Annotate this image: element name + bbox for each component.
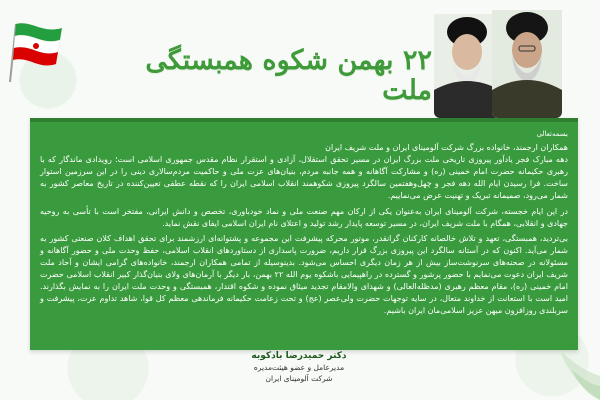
headline (112, 44, 432, 108)
signature-block (236, 350, 362, 396)
message-body (40, 128, 568, 344)
bismillah: بسمه‌تعالی (536, 130, 568, 138)
company-name: شرکت آلومینای ایران (265, 374, 333, 383)
leader-portrait (492, 10, 562, 118)
message-paragraph: در این ایام خجسته، شرکت آلومینای ایران به‌عنوان یکی از ارکان مهم صنعت ملی و نماد خودباوری، تخصص و دانش ایرانی، مفتخر است با تأسی به روحیه جهادی و انقلابی، همگام با ملت شریف ایران، در مسیر توسعه پایدار رشد تولید و اعتلای نام ایران اسلامی ایفای نقش نماید. (40, 206, 568, 228)
message-paragraph: بی‌تردید، همبستگی، تعهد و تلاش خالصانه کارکنان گرانقدر، موتور محرکه پیشرفت این مجموعه و پشتوانه‌ای ارزشمند برای تحقق اهداف کلان صنعتی کشور به شمار می‌آید. اکنون که در آستانه سالگرد این پیروزی بزرگ قرار داریم، ضرورت پاسداری از دستاوردهای انقلاب اسلامی، حفظ وحدت ملی و حضور آگاهانه و مسئولانه در صحنه‌های سرنوشت‌ساز بیش از هر زمان دیگری احساس می‌شود. بدینوسیله از تمامی همکاران ارجمند، خانواده‌های گرامی ایشان و آحاد ملت شریف ایران دعوت می‌نمایم با حضور پرشور و گسترده در راهپیمایی باشکوه یوم الله ۲۲ بهمن، بار دیگر با آرمان‌های ولای بنیان‌گذار کبیر انقلاب اسلامی حضرت امام خمینی (ره)، مقام معظم رهبری (مدظله‌العالی) و شهدای والامقام تجدید میثاق نموده و شکوه اقتدار، همبستگی و وحدت ملت ایران را به نمایش بگذارند. امید است با استعانت از خداوند متعال، در سایه توجهات حضرت ولی‌عصر (عج) و تحت زعامت حکیمانه فرماندهی معظم کل قوا، شاهد تداوم عزت، پیشرفت و سربلندی روزافزون میهن عزیز اسلامی‌مان ایران باشیم. (40, 233, 569, 316)
leaf-decoration (510, 340, 600, 400)
message-panel (30, 118, 578, 350)
headline-main: ۲۲ بهمن شکوه همبستگی ملت (145, 45, 432, 106)
signatory-title: مدیرعامل و عضو هیئت‌مدیره (253, 363, 345, 372)
signatory-name: دکتر حمیدرضا بادکوبه (251, 351, 347, 361)
message-paragraph: دهه مبارک فجر یادآور پیروزی تاریخی ملت بزرگ ایران در مسیر تحقق استقلال، آزادی و استقرار نظام مقدس جمهوری اسلامی است؛ رویدادی ماندگار که با رهبری حکیمانه حضرت امام خمینی (ره) و مشارکت آگاهانه و همه جانبه مردم، بنیان‌های عزت ملی و حاکمیت مردم‌سالاری دینی را در این سرزمین استوار ساخت. فرا رسیدن ایام الله دهه فجر و چهل‌وهفتمین سالگرد پیروزی شکوهمند انقلاب اسلامی ایران را که نقطه عطفی تعیین‌کننده در تاریخ معاصر کشور به شمار می‌رود، صمیمانه تبریک و تهنیت عرض می‌نماییم. (40, 155, 568, 201)
message-paragraph: همکاران ارجمند، خانواده بزرگ شرکت آلومینای ایران و ملت شریف ایران (325, 143, 568, 153)
founder-portrait (434, 14, 500, 118)
header (0, 0, 600, 122)
portraits (434, 10, 562, 118)
